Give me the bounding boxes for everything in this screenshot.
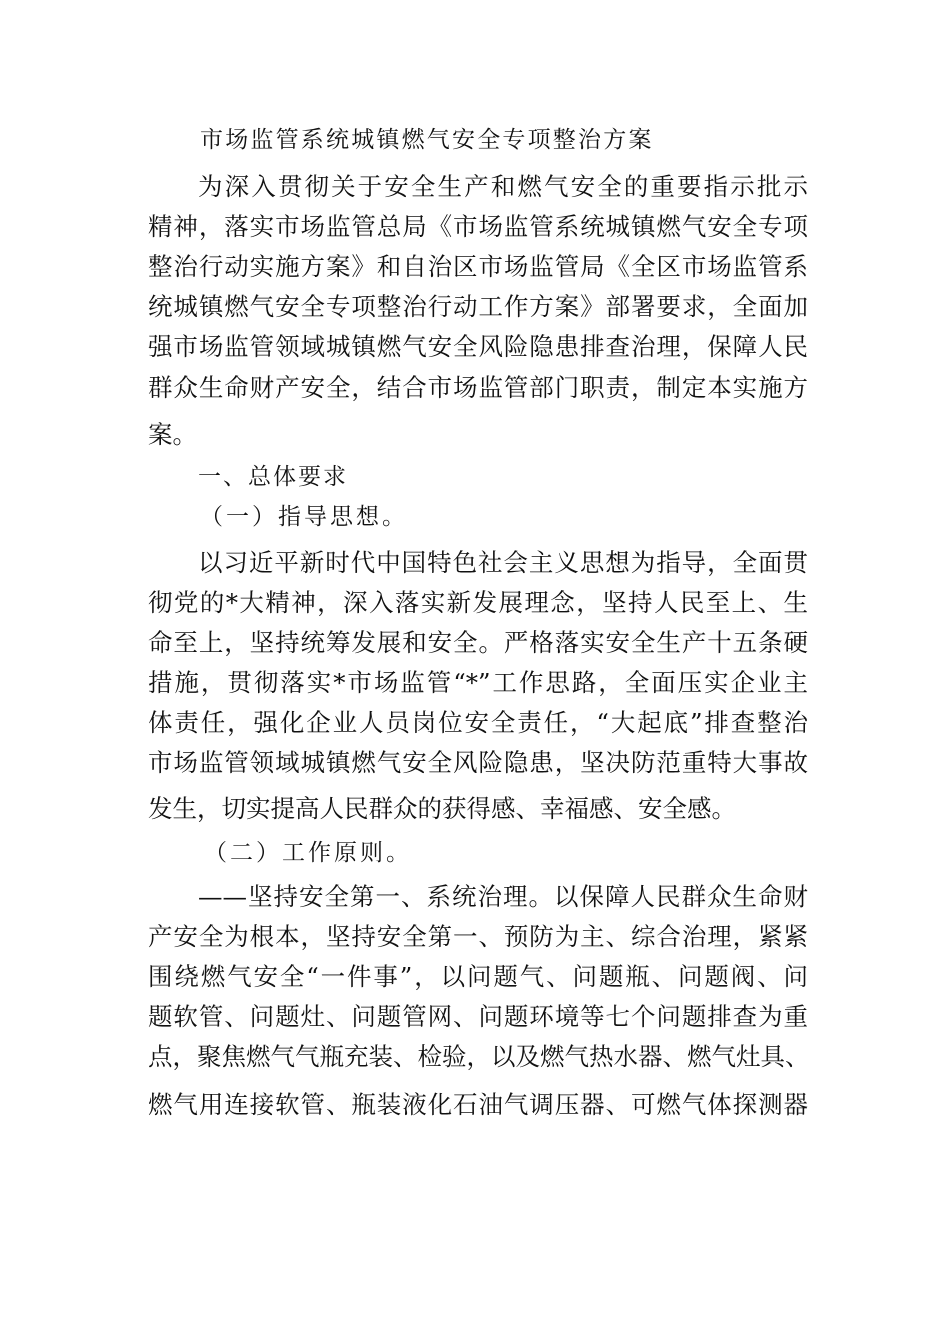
sub2-line-6: 燃气用连接软管、瓶装液化石油气调压器、可燃气体探测器 — [148, 1090, 808, 1119]
sub2-line-3: 围绕燃气安全“一件事”，以问题气、问题瓶、问题阀、问 — [148, 962, 808, 991]
intro-line-1: 为深入贯彻关于安全生产和燃气安全的重要指示批示 — [198, 172, 808, 201]
sub1-line-7: 发生，切实提高人民群众的获得感、幸福感、安全感。 — [148, 794, 736, 823]
sub1-line-1: 以习近平新时代中国特色社会主义思想为指导，全面贯 — [198, 548, 808, 577]
sub2-line-2: 产安全为根本，坚持安全第一、预防为主、综合治理，紧紧 — [148, 922, 808, 951]
subsection-heading-2: （二）工作原则。 — [204, 840, 412, 866]
sub1-line-5: 体责任，强化企业人员岗位安全责任，“大起底”排查整治 — [148, 708, 808, 737]
sub1-line-4: 措施，贯彻落实*市场监管“*”工作思路，全面压实企业主 — [148, 668, 808, 697]
intro-line-5: 强市场监管领域城镇燃气安全风险隐患排查治理，保障人民 — [148, 332, 808, 361]
section-heading-1: 一、总体要求 — [198, 464, 348, 490]
sub1-line-2: 彻党的*大精神，深入落实新发展理念，坚持人民至上、生 — [148, 588, 808, 617]
intro-line-2: 精神，落实市场监管总局《市场监管系统城镇燃气安全专项 — [148, 212, 808, 241]
intro-line-6: 群众生命财产安全，结合市场监管部门职责，制定本实施方 — [148, 373, 808, 402]
intro-line-7: 案。 — [148, 420, 197, 449]
document-title: 市场监管系统城镇燃气安全专项整治方案 — [200, 127, 654, 153]
sub2-line-4: 题软管、问题灶、问题管网、问题环境等七个问题排查为重 — [148, 1002, 808, 1031]
subsection-heading-1: （一）指导思想。 — [200, 504, 408, 530]
sub1-line-3: 命至上，坚持统筹发展和安全。严格落实安全生产十五条硬 — [148, 628, 808, 657]
intro-line-3: 整治行动实施方案》和自治区市场监管局《全区市场监管系 — [148, 252, 808, 281]
sub1-line-6: 市场监管领域城镇燃气安全风险隐患，坚决防范重特大事故 — [148, 748, 808, 777]
sub2-line-5: 点，聚焦燃气气瓶充装、检验，以及燃气热水器、燃气灶具、 — [148, 1042, 810, 1071]
intro-line-4: 统城镇燃气安全专项整治行动工作方案》部署要求，全面加 — [148, 292, 808, 321]
sub2-line-1: ——坚持安全第一、系统治理。以保障人民群众生命财 — [198, 882, 808, 911]
